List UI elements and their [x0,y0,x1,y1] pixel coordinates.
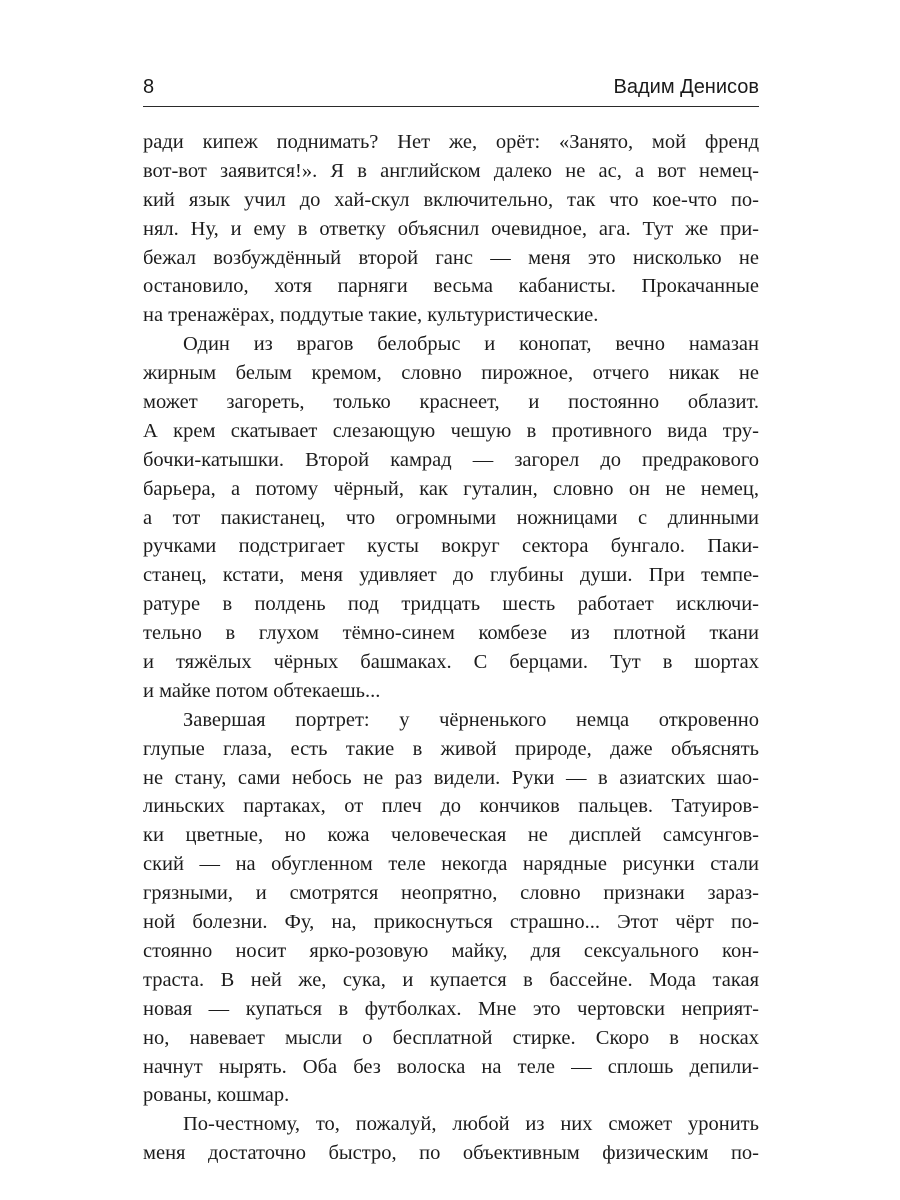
text-line: новая — купаться в футболках. Мне это чертовски неприят- [143,997,759,1020]
text-line: траста. В ней же, сука, и купается в бассейне. Мода такая [143,968,759,991]
text-line: станец, кстати, меня удивляет до глубины души. При темпе- [143,564,759,587]
header-divider [143,106,759,107]
paragraph [143,706,759,1110]
text-line: бежал возбуждённый второй ганс — меня это нисколько не [143,246,759,269]
text-line: бочки-катышки. Второй камрад — загорел до предракового [143,448,759,471]
text-line: стоянно носит ярко-розовую майку, для сексуального кон- [143,939,759,962]
running-head-author: Вадим Денисов [613,76,759,98]
text-line: По-честному, то, пожалуй, любой из них сможет уронить [183,1113,759,1136]
text-line: кий язык учил до хай-скул включительно, так что кое-что по- [143,188,759,211]
text-line: рованы, кошмар. [143,1084,290,1107]
text-line: вот-вот заявится!». Я в английском далеко не ас, а вот немец- [143,159,759,182]
text-line: ручками подстригает кусты вокруг сектора бунгало. Паки- [143,535,759,558]
text-line: тельно в глухом тёмно-синем комбезе из плотной ткани [143,622,759,645]
text-line: и тяжёлых чёрных башмаках. С берцами. Тут в шортах [143,651,759,674]
text-line: А крем скатывает слезающую чешую в противного вида тру- [143,419,759,442]
text-line: не стану, сами небось не раз видели. Руки — в азиатских шао- [143,766,759,789]
text-line: меня достаточно быстро, по объективным физическим по- [143,1142,759,1165]
text-line: ной болезни. Фу, на, прикоснуться страшно... Этот чёрт по- [143,911,759,934]
text-line: и майке потом обтекаешь... [143,679,381,702]
body-text [143,128,759,1168]
text-line: ский — на обугленном теле некогда нарядные рисунки стали [143,853,759,876]
text-line: линьских партаках, от плеч до кончиков пальцев. Татуиров- [143,795,759,818]
text-line: начнут нырять. Оба без волоска на теле — сплошь депили- [143,1055,759,1078]
text-line: ки цветные, но кожа человеческая не дисплей самсунгов- [143,824,759,847]
paragraph [143,128,759,330]
text-line: Один из врагов белобрыс и конопат, вечно намазан [183,333,759,356]
text-line: ради кипеж поднимать? Нет же, орёт: «Занято, мой френд [143,131,759,153]
text-line: глупые глаза, есть такие в живой природе, даже объяснять [143,737,759,760]
text-line: может загореть, только краснеет, и постоянно облазит. [143,391,759,414]
page-header [143,74,759,106]
paragraph [143,330,759,706]
text-line: но, навевает мысли о бесплатной стирке. Скоро в носках [143,1026,759,1049]
page-number: 8 [143,76,155,98]
text-line: барьера, а потому чёрный, как гуталин, словно он не немец, [143,477,759,500]
text-line: жирным белым кремом, словно пирожное, отчего никак не [143,362,759,385]
paragraph [143,1110,759,1168]
text-line: а тот пакистанец, что огромными ножницами с длинными [143,506,759,529]
text-line: Завершая портрет: у чёрненького немца откровенно [183,708,759,731]
text-line: на тренажёрах, поддутые такие, культуристические. [143,304,599,327]
text-line: нял. Ну, и ему в ответку объяснил очевидное, ага. Тут же при- [143,217,759,240]
text-line: грязными, и смотрятся неопрятно, словно признаки зараз- [143,882,759,905]
text-line: остановило, хотя парняги весьма кабанисты. Прокачанные [143,275,759,298]
text-line: ратуре в полдень под тридцать шесть работает исключи- [143,593,759,616]
